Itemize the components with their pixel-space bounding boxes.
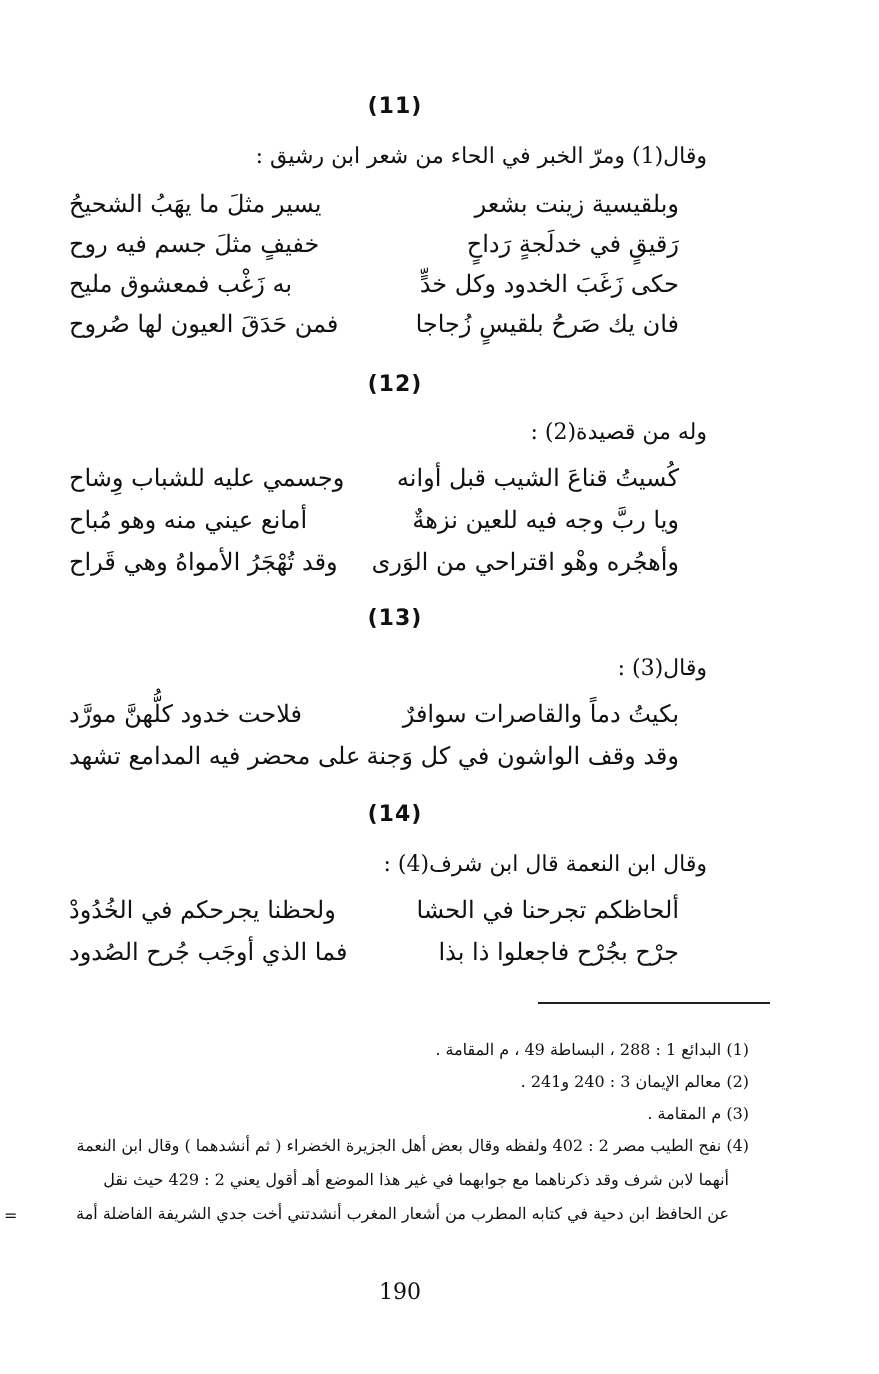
verse-hemistich-1: حكى زَغَبَ الخدود وكل خدٍّ [419, 270, 679, 298]
section-intro: وقال(3) : [617, 656, 707, 681]
verse-hemistich-1: بكيتُ دماً والقاصرات سوافرٌ [402, 700, 679, 728]
section-intro: وله من قصيدة(2) : [530, 420, 707, 445]
footnote: (2) معالم الإيمان 3 : 240 و241 . [520, 1072, 749, 1091]
verse-hemistich-2: فلاحت خدود كلُّهنَّ مورَّد [69, 700, 303, 728]
verse-hemistich-1: ويا ربَّ وجه فيه للعين نزهةٌ [412, 506, 679, 534]
verse-hemistich-1: وأهجُره وهْو اقتراحي من الوَرى [371, 548, 679, 576]
footnote-separator [538, 1002, 770, 1004]
verse-hemistich-1: كُسيتُ قناعَ الشيب قبل أوانه [396, 464, 679, 492]
verse-hemistich-1: وقد وقف الواشون في كل وَجنة [366, 742, 679, 770]
footnote: (1) البدائع 1 : 288 ، البساطة 49 ، م المقامة . [435, 1040, 749, 1059]
section-number: (13) [367, 606, 423, 631]
footnote-continuation: عن الحافظ ابن دحية في كتابه المطرب من أشعار المغرب أنشدتني أخت جدي الشريفة الفاضلة أمة [76, 1204, 729, 1223]
section-number: (14) [367, 802, 423, 827]
footnote-continuation: أنهما لابن شرف وقد ذكرناهما مع جوابهما في غير هذا الموضع أهـ أقول يعني 2 : 429 حيث نقل [103, 1170, 729, 1189]
verse-hemistich-1: وبلقيسية زينت بشعر [474, 190, 679, 218]
verse-hemistich-2: به زَغْب فمعشوق مليح [69, 270, 293, 298]
verse-hemistich-1: رَقيقٍ في خدلَجةٍ رَداحٍ [466, 230, 679, 258]
verse-hemistich-2: وجسمي عليه للشباب وِشاح [69, 464, 345, 492]
section-number: (11) [367, 94, 423, 119]
verse-hemistich-2: فمن حَدَقَ العيون لها صُروح [69, 310, 339, 338]
footnote: (4) نفح الطيب مصر 2 : 402 ولفظه وقال بعض أهل الجزيرة الخضراء ( ثم أنشدهما ) وقال ابن النعمة [76, 1136, 749, 1155]
verse-hemistich-2: على محضر فيه المدامع تشهد [69, 742, 361, 770]
page-number: 190 [379, 1280, 421, 1305]
section-intro: وقال(1) ومرّ الخبر في الحاء من شعر ابن رشيق : [255, 144, 707, 169]
section-intro: وقال ابن النعمة قال ابن شرف(4) : [383, 852, 707, 877]
verse-hemistich-1: فان يك صَرحُ بلقيسٍ زُجاجا [415, 310, 679, 338]
verse-hemistich-2: خفيفٍ مثلَ جسم فيه روح [69, 230, 320, 258]
verse-hemistich-2: يسير مثلَ ما يهَبُ الشحيحُ [69, 190, 322, 218]
verse-hemistich-1: جرْح بجُرْح فاجعلوا ذا بذا [438, 938, 679, 966]
verse-hemistich-2: وقد تُهْجَرُ الأمواهُ وهي قَراح [69, 548, 338, 576]
footnote: (3) م المقامة . [647, 1104, 749, 1123]
continuation-mark: = [4, 1206, 18, 1225]
verse-hemistich-2: ولحظنا يجرحكم في الخُدُودْ [69, 896, 336, 924]
verse-hemistich-1: ألحاظكم تجرحنا في الحشا [416, 896, 679, 924]
verse-hemistich-2: أمانع عيني منه وهو مُباح [69, 506, 308, 534]
verse-hemistich-2: فما الذي أوجَب جُرح الصُدود [69, 938, 348, 966]
section-number: (12) [367, 372, 423, 397]
